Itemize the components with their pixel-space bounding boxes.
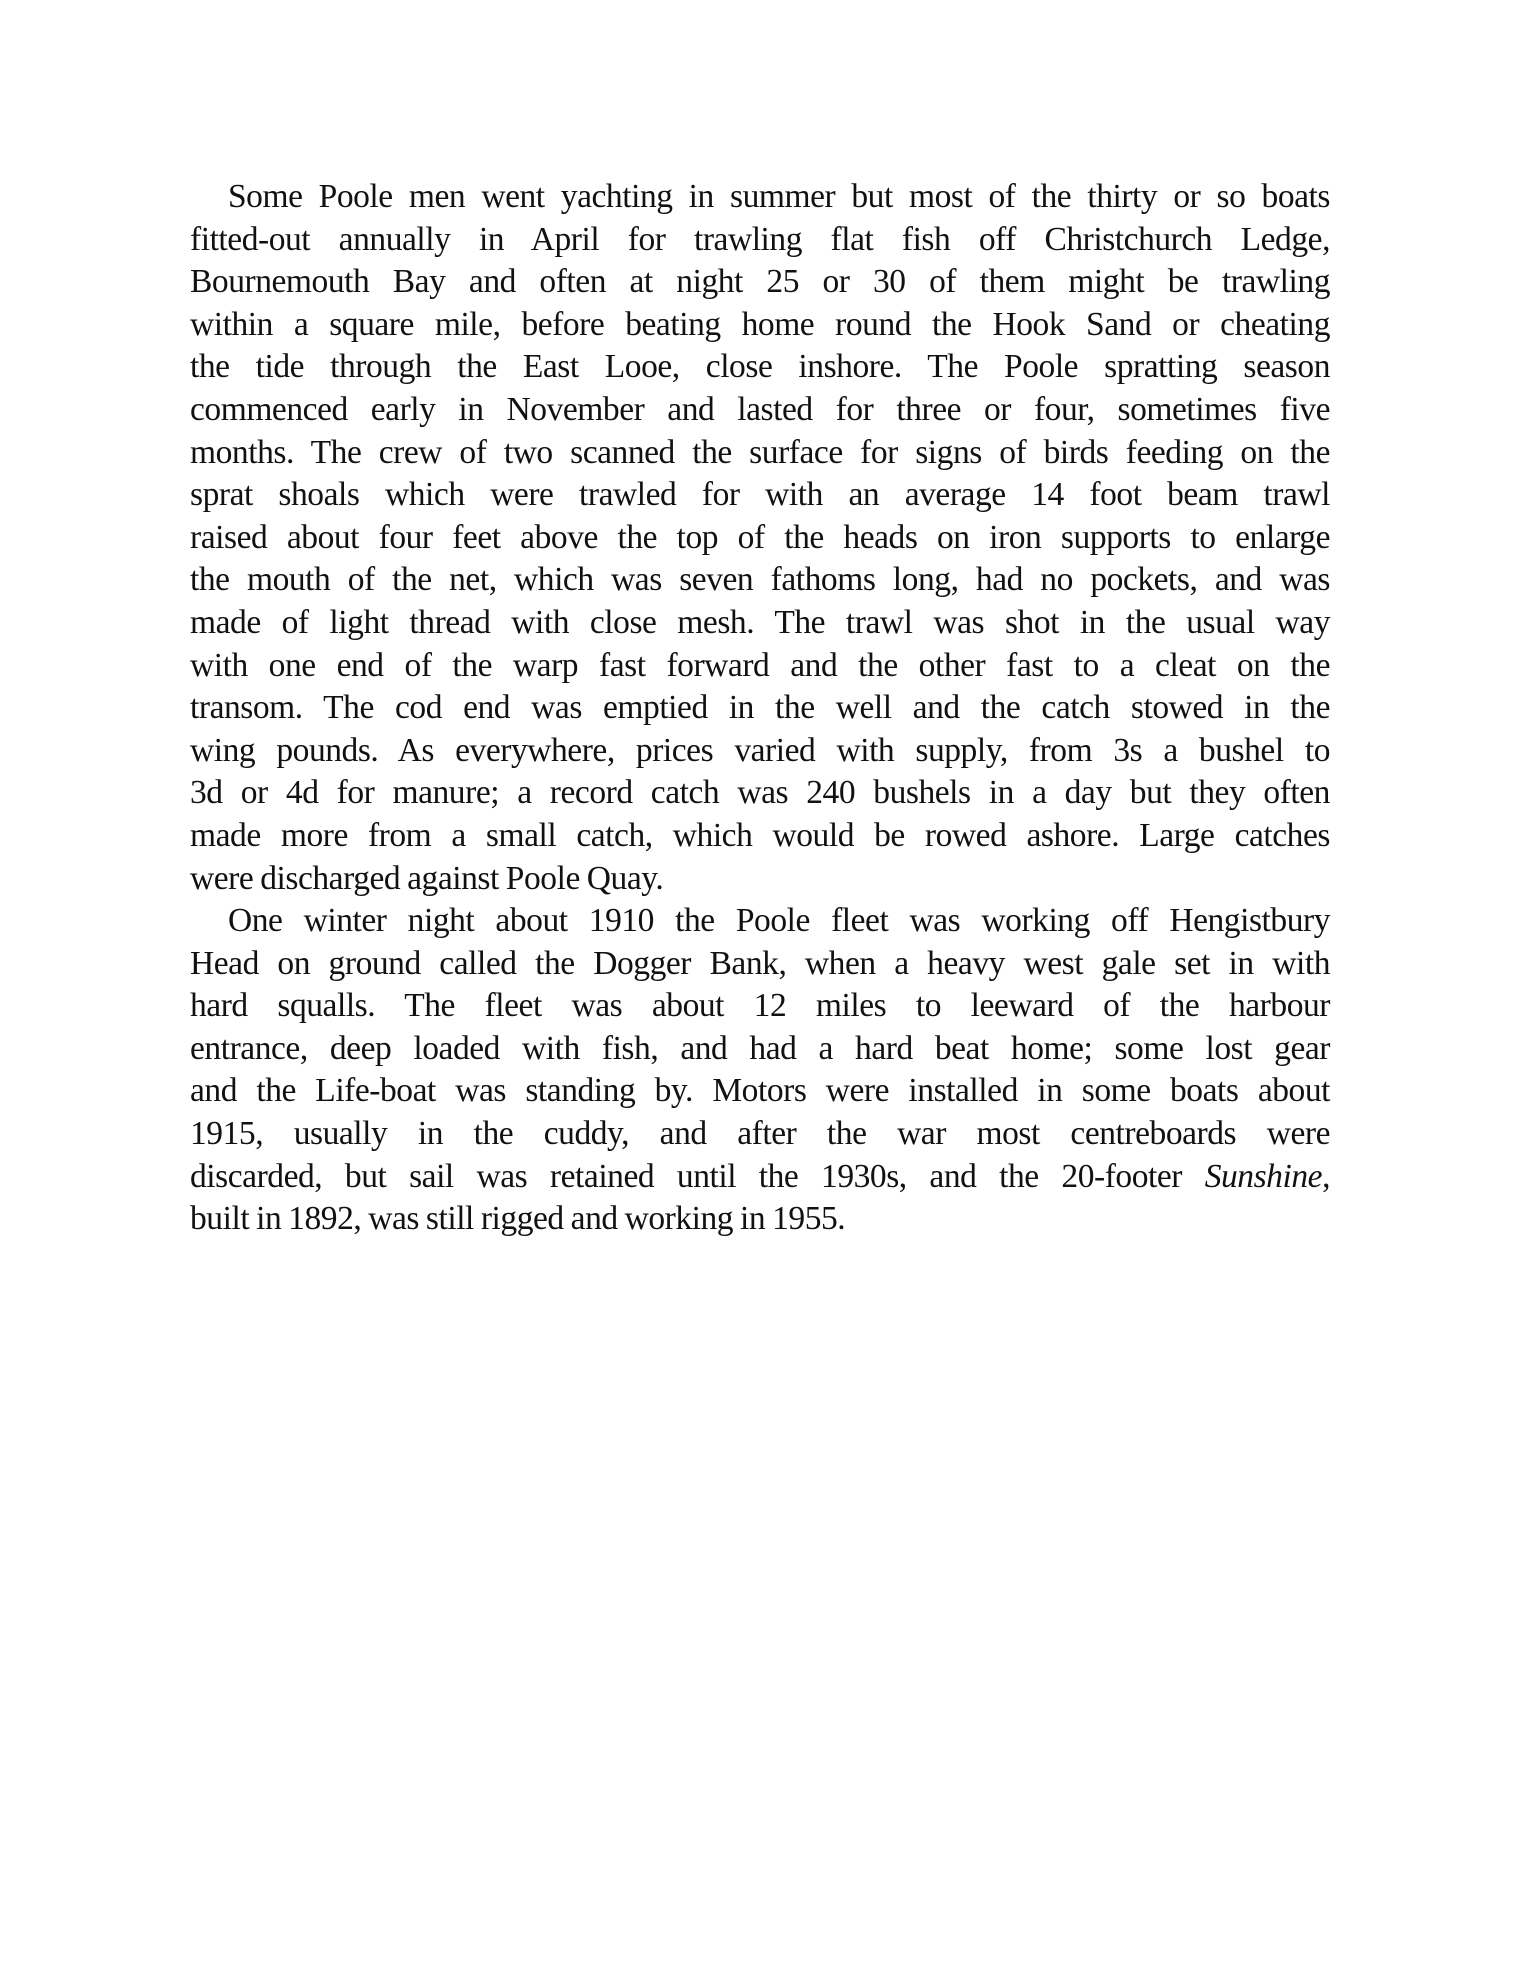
text-line: 1915, usually in the cuddy, and after the war most centreboards were [190,1115,1330,1153]
boat-name-sunshine: Sunshine [1204,1157,1323,1195]
text-line: with one end of the warp fast forward and the other fast to a cleat on the [190,646,1330,684]
paragraph-poole-trawling [190,176,1330,900]
document-page [190,176,1330,1241]
text-line: fitted-out annually in April for trawling flat fish off Christchurch Ledge, [190,220,1330,258]
text-segment: , [1322,1157,1330,1195]
text-line: within a square mile, before beating home round the Hook Sand or cheating [190,305,1330,343]
text-line: raised about four feet above the top of the heads on iron supports to enlarge [190,518,1330,556]
text-line: Bournemouth Bay and often at night 25 or 30 of them might be trawling [190,263,1330,301]
text-line: were discharged against Poole Quay. [190,859,664,897]
text-line: entrance, deep loaded with fish, and had a hard beat home; some lost gear [190,1029,1330,1067]
text-line: hard squalls. The fleet was about 12 miles to leeward of the harbour [190,987,1330,1025]
text-line: commenced early in November and lasted for three or four, sometimes five [190,390,1330,428]
text-line: built in 1892, was still rigged and working in 1955. [190,1200,846,1238]
text-line: Head on ground called the Dogger Bank, when a heavy west gale set in with [190,944,1330,982]
text-line: made of light thread with close mesh. The trawl was shot in the usual way [190,603,1330,641]
paragraph-winter-gale [190,900,1330,1241]
text-line: wing pounds. As everywhere, prices varied with supply, from 3s a bushel to [190,731,1330,769]
text-line: the tide through the East Looe, close inshore. The Poole spratting season [190,348,1330,386]
text-line: made more from a small catch, which would be rowed ashore. Large catches [190,816,1330,854]
text-line: sprat shoals which were trawled for with an average 14 foot beam trawl [190,476,1330,514]
text-line: the mouth of the net, which was seven fathoms long, had no pockets, and was [190,561,1330,599]
text-segment: discarded, but sail was retained until the 1930s, and the 20-footer [190,1157,1205,1195]
text-line: months. The crew of two scanned the surface for signs of birds feeding on the [190,433,1330,471]
text-line: 3d or 4d for manure; a record catch was 240 bushels in a day but they often [190,774,1330,812]
text-line: transom. The cod end was emptied in the well and the catch stowed in the [190,689,1330,727]
text-line [190,1156,1330,1199]
text-line: One winter night about 1910 the Poole fleet was working off Hengistbury [228,902,1330,940]
text-line: Some Poole men went yachting in summer but most of the thirty or so boats [228,178,1330,215]
text-line: and the Life-boat was standing by. Motors were installed in some boats about [190,1072,1330,1110]
